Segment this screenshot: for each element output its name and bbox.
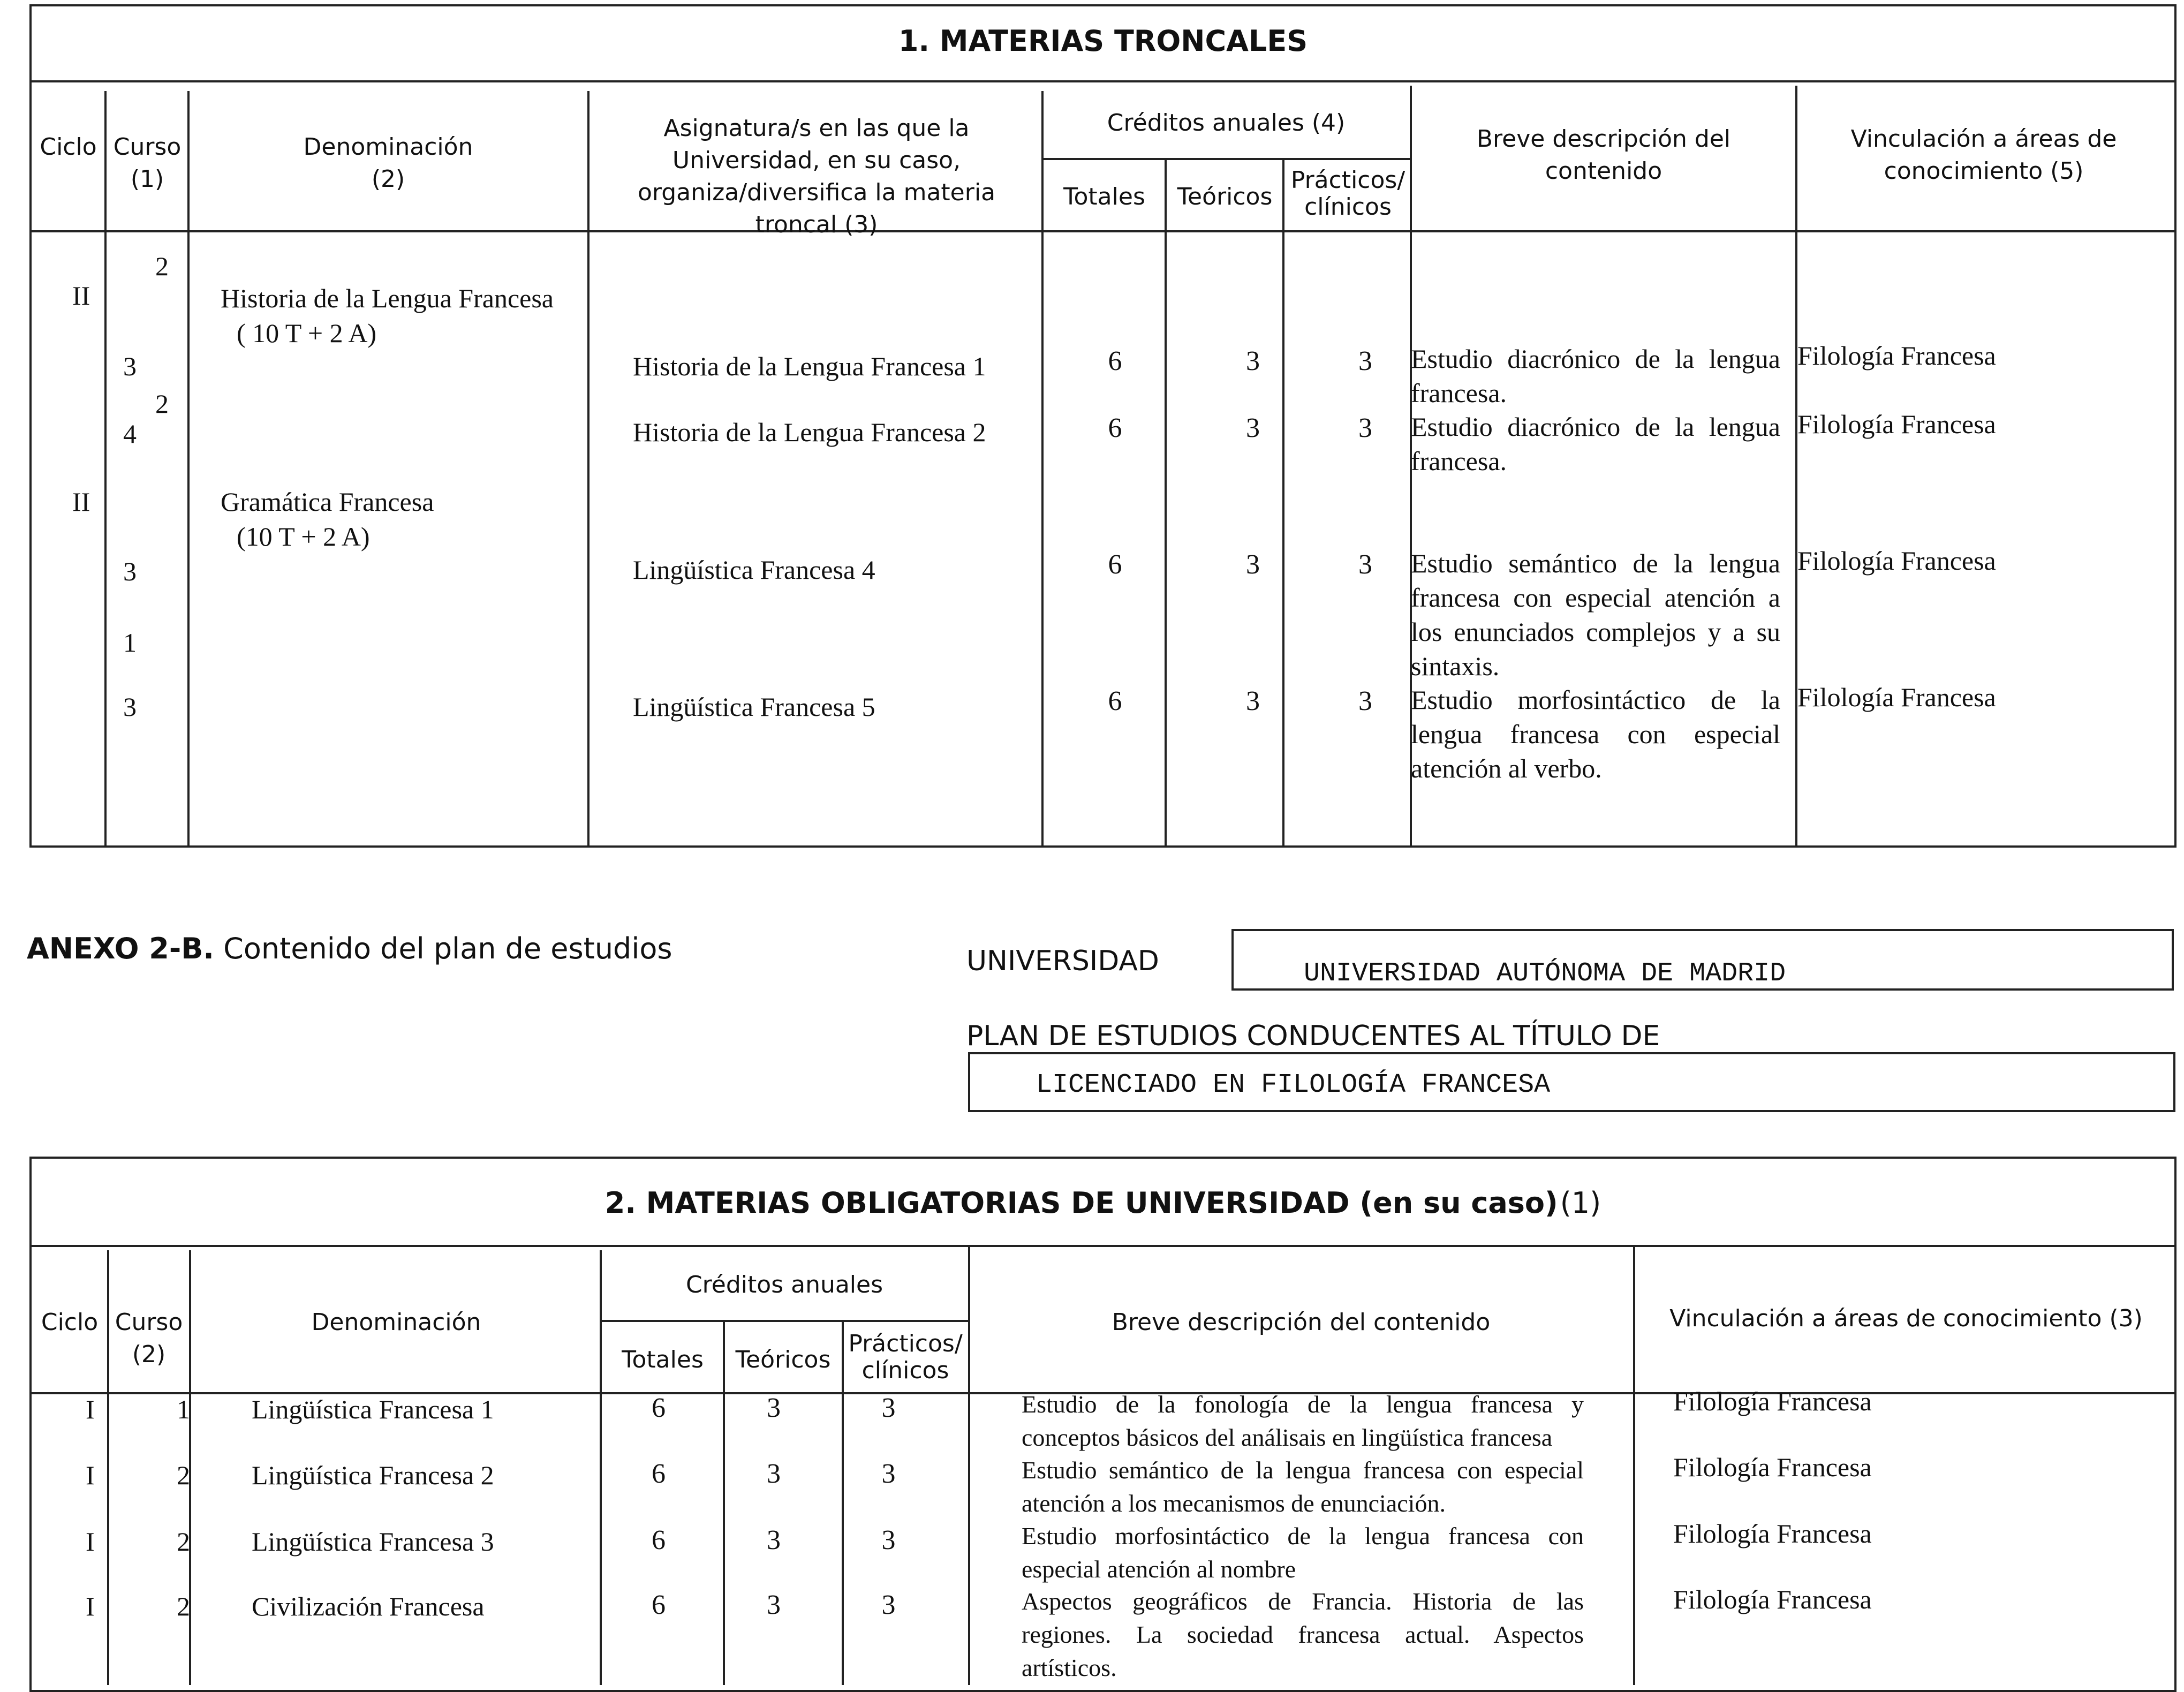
- row-curso: 3: [123, 556, 137, 586]
- header-vinculacion: Vinculación a áreas de conocimiento (5): [1850, 125, 2117, 185]
- row-teoricos: 3: [1246, 549, 1260, 580]
- row-teoricos: 3: [767, 1393, 781, 1423]
- row-teoricos: 3: [1246, 686, 1260, 716]
- row-practicos: 3: [881, 1459, 896, 1489]
- row-teoricos: 3: [1246, 346, 1260, 376]
- group-curso: 2: [155, 251, 169, 281]
- row-descripcion: Estudio diacrónico de la lengua francesa.: [1411, 344, 1780, 408]
- row-ciclo: I: [86, 1591, 95, 1621]
- row-curso: 2: [177, 1460, 190, 1490]
- row-totales: 6: [1108, 686, 1122, 716]
- row-denominacion: Lingüística Francesa 2: [252, 1460, 494, 1490]
- row-vinculacion: Filología Francesa: [1673, 1386, 1872, 1416]
- header-curso: Curso (1): [113, 133, 182, 193]
- row-denominacion: Lingüística Francesa 3: [252, 1527, 494, 1557]
- group-detalle: ( 10 T + 2 A): [237, 318, 377, 348]
- header-denominacion: Denominación (2): [303, 133, 473, 193]
- row-descripcion: Estudio semántico de la lengua francesa con especial atención a los enunciados complejos y a su sintaxis.: [1411, 548, 1780, 681]
- obligatorias-title-bold: 2. MATERIAS OBLIGATORIAS DE UNIVERSIDAD (en su caso): [604, 1186, 1558, 1220]
- obligatorias-title-note: (1): [1560, 1186, 1601, 1220]
- row-teoricos: 3: [767, 1459, 781, 1489]
- row-curso: 2: [177, 1591, 190, 1621]
- group-denominacion: Historia de la Lengua Francesa: [221, 283, 554, 313]
- row-practicos: 3: [1358, 346, 1372, 376]
- plan-value: LICENCIADO EN FILOLOGÍA FRANCESA: [1036, 1070, 1551, 1100]
- row-asignatura: Historia de la Lengua Francesa 2: [633, 417, 986, 447]
- row-totales: 6: [652, 1393, 666, 1423]
- header-totales: Totales: [622, 1346, 704, 1373]
- row-practicos: 3: [881, 1393, 896, 1423]
- row-ciclo: I: [86, 1394, 95, 1424]
- row-ciclo: I: [86, 1460, 95, 1490]
- row-teoricos: 3: [767, 1590, 781, 1620]
- row-totales: 6: [652, 1590, 666, 1620]
- row-curso: 3: [123, 351, 137, 381]
- universidad-label: UNIVERSIDAD: [966, 945, 1159, 977]
- row-asignatura: Historia de la Lengua Francesa 1: [633, 351, 986, 381]
- row-curso: 1: [177, 1394, 190, 1424]
- header-teoricos: Teóricos: [1177, 183, 1273, 210]
- row-descripcion: Aspectos geográficos de Francia. Historia de las regiones. La sociedad francesa actual. Aspectos artísticos.: [1022, 1588, 1584, 1681]
- row-vinculacion: Filología Francesa: [1797, 409, 1996, 439]
- row-descripcion: Estudio de la fonología de la lengua francesa y conceptos básicos del análisais en lingüística francesa: [1022, 1391, 1584, 1451]
- row-totales: 6: [652, 1459, 666, 1489]
- header-descripcion: Breve descripción del contenido: [1476, 125, 1731, 185]
- obligatorias-title: [29, 1186, 2177, 1220]
- row-descripcion: Estudio morfosintáctico de la lengua francesa con especial atención al nombre: [1022, 1522, 1584, 1583]
- row-practicos: 3: [1358, 549, 1372, 580]
- header-practicos: Prácticos/ clínicos: [848, 1330, 963, 1384]
- header-denominacion: Denominación: [311, 1309, 481, 1336]
- row-totales: 6: [652, 1525, 666, 1555]
- header-practicos: Prácticos/ clínicos: [1290, 167, 1405, 221]
- row-curso: 2: [177, 1527, 190, 1557]
- row-denominacion: Civilización Francesa: [252, 1591, 485, 1621]
- row-curso: 4: [123, 419, 137, 449]
- header-ciclo: Ciclo: [41, 1309, 99, 1336]
- group-denominacion: Gramática Francesa: [221, 487, 434, 517]
- row-descripcion: Estudio morfosintáctico de la lengua francesa con especial atención al verbo.: [1411, 685, 1780, 783]
- header-totales: Totales: [1063, 183, 1145, 210]
- row-descripcion: Estudio diacrónico de la lengua francesa.: [1411, 412, 1780, 476]
- row-teoricos: 3: [1246, 413, 1260, 443]
- row-vinculacion: Filología Francesa: [1797, 546, 1996, 576]
- row-asignatura: Lingüística Francesa 4: [633, 555, 875, 585]
- plan-label: PLAN DE ESTUDIOS CONDUCENTES AL TÍTULO DE: [966, 1020, 1660, 1052]
- row-descripcion: Estudio semántico de la lengua francesa con especial atención a los mecanismos de enunciación.: [1022, 1456, 1584, 1517]
- row-practicos: 3: [1358, 686, 1372, 716]
- row-vinculacion: Filología Francesa: [1673, 1519, 1872, 1549]
- anexo-label-rest: Contenido del plan de estudios: [223, 932, 672, 965]
- group-ciclo: II: [72, 281, 90, 311]
- row-curso-sup: 1: [123, 628, 137, 658]
- row-teoricos: 3: [767, 1525, 781, 1555]
- header-asignaturas: Asignatura/s en las que la Universidad, en su caso, organiza/diversifica la materia troncal (3): [637, 115, 996, 238]
- row-practicos: 3: [881, 1590, 896, 1620]
- anexo-label: [27, 932, 672, 965]
- group-ciclo: II: [72, 487, 90, 517]
- row-totales: 6: [1108, 413, 1122, 443]
- row-curso-sup: 2: [155, 389, 169, 419]
- header-ciclo: Ciclo: [40, 133, 97, 161]
- header-teoricos: Teóricos: [735, 1346, 831, 1373]
- row-practicos: 3: [881, 1525, 896, 1555]
- row-vinculacion: Filología Francesa: [1797, 341, 1996, 371]
- row-totales: 6: [1108, 549, 1122, 580]
- row-vinculacion: Filología Francesa: [1673, 1584, 1872, 1614]
- row-vinculacion: Filología Francesa: [1673, 1452, 1872, 1482]
- row-vinculacion: Filología Francesa: [1797, 682, 1996, 712]
- row-asignatura: Lingüística Francesa 5: [633, 692, 875, 722]
- header-creditos: Créditos anuales (4): [1107, 109, 1346, 137]
- troncales-title: 1. MATERIAS TRONCALES: [898, 24, 1308, 58]
- row-ciclo: I: [86, 1527, 95, 1557]
- row-denominacion: Lingüística Francesa 1: [252, 1394, 494, 1424]
- header-descripcion: Breve descripción del contenido: [1112, 1309, 1491, 1336]
- anexo-label-bold: ANEXO 2-B.: [27, 932, 214, 965]
- row-totales: 6: [1108, 346, 1122, 376]
- header-vinculacion: Vinculación a áreas de conocimiento (3): [1669, 1305, 2143, 1332]
- header-curso: Curso (2): [115, 1309, 183, 1368]
- row-practicos: 3: [1358, 413, 1372, 443]
- row-curso: 3: [123, 692, 137, 722]
- group-detalle: (10 T + 2 A): [237, 522, 370, 552]
- universidad-value: UNIVERSIDAD AUTÓNOMA DE MADRID: [1304, 958, 1786, 989]
- header-creditos: Créditos anuales: [685, 1271, 883, 1298]
